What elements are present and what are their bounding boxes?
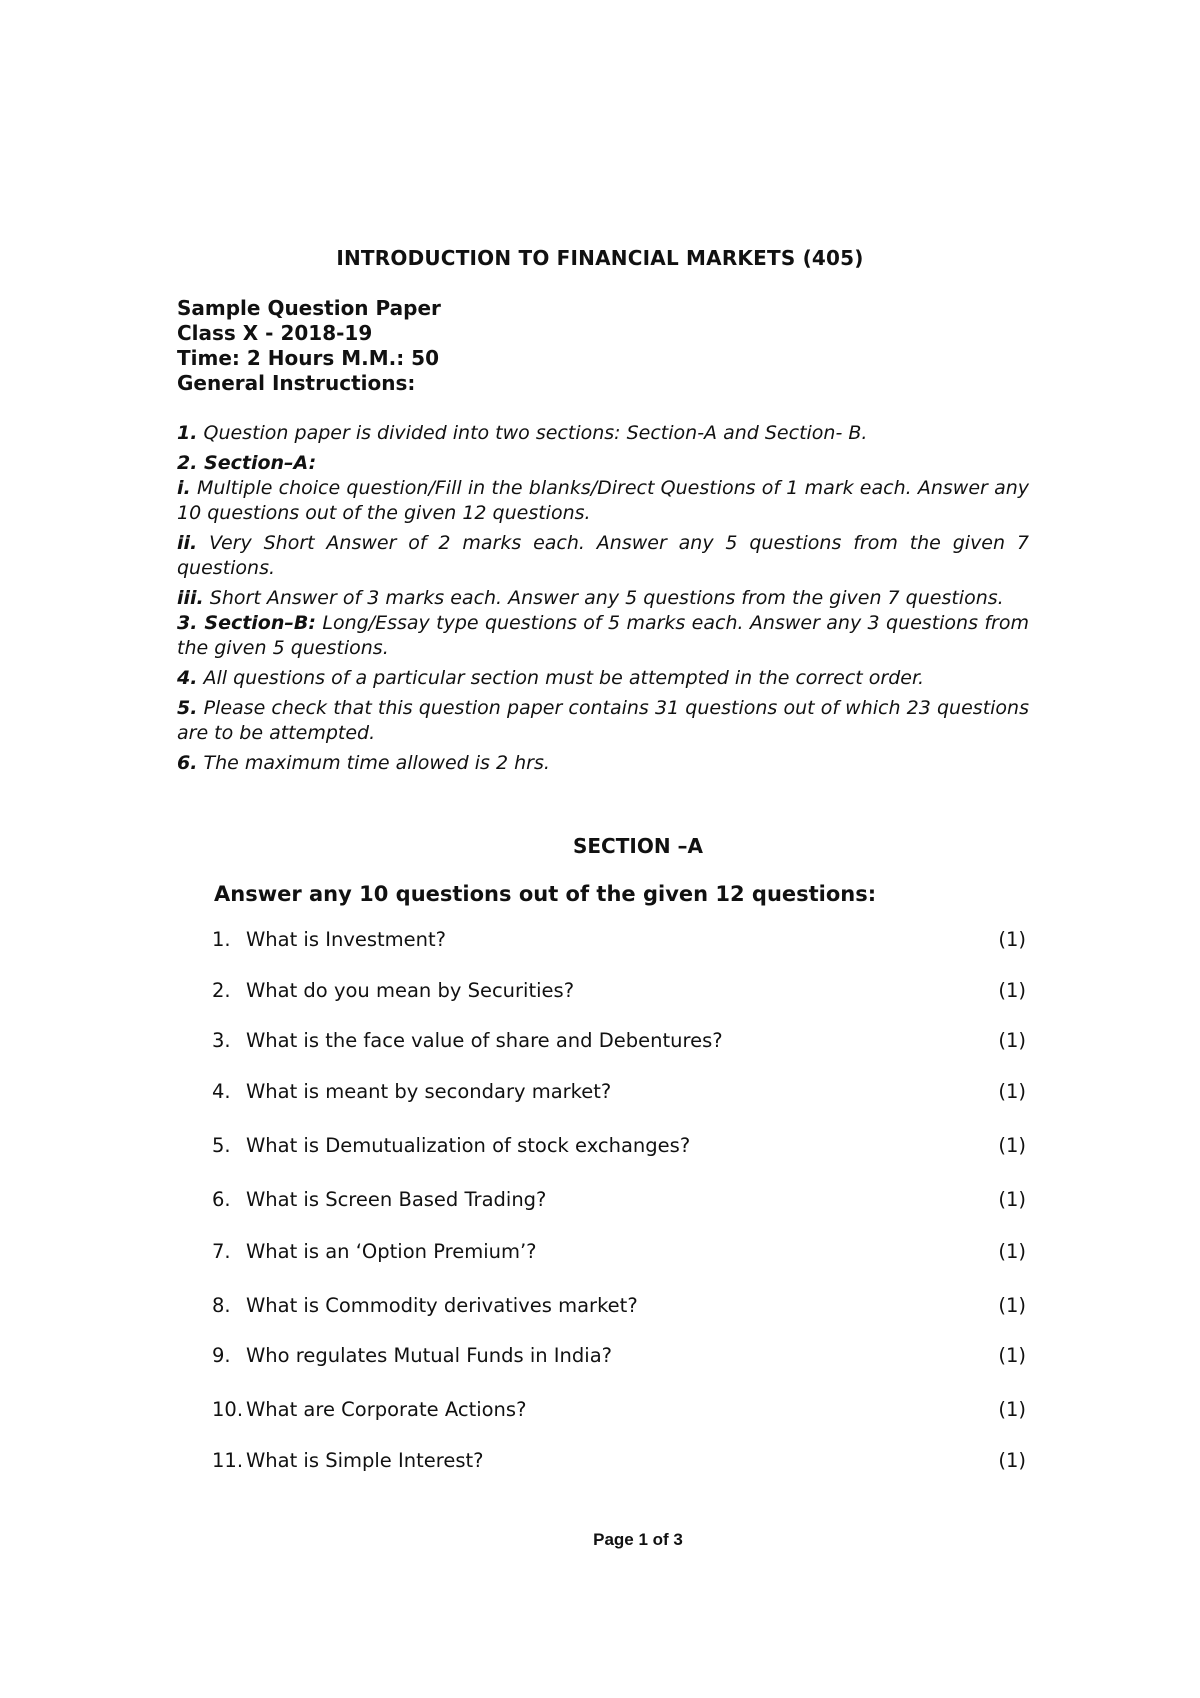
section-a-instruction: Answer any 10 questions out of the given 12 questions: (214, 882, 877, 906)
instruction-item: 6. The maximum time allowed is 2 hrs. (177, 752, 550, 774)
instruction-item: 1. Question paper is divided into two sections: Section-A and Section- B. (177, 422, 868, 444)
question-marks: (1) (998, 1188, 1026, 1211)
question-item: 2. What do you mean by Securities? (1) (212, 979, 1026, 1002)
question-marks: (1) (998, 1398, 1026, 1421)
page-number: Page 1 of 3 (593, 1530, 683, 1549)
question-item: 6. What is Screen Based Trading? (1) (212, 1188, 1026, 1211)
question-item: 1. What is Investment? (1) (212, 928, 1026, 951)
question-marks: (1) (998, 1344, 1026, 1367)
question-marks: (1) (998, 1134, 1026, 1157)
class-year: Class X - 2018-19 (177, 321, 373, 345)
document-title: INTRODUCTION TO FINANCIAL MARKETS (405) (336, 246, 864, 270)
question-marks: (1) (998, 928, 1026, 951)
instruction-item: ii. Very Short Answer of 2 marks each. Answer any 5 questions from the given 7 questions. (177, 532, 1029, 579)
question-item: 11. What is Simple Interest? (1) (212, 1449, 1026, 1472)
question-marks: (1) (998, 1029, 1026, 1052)
time-marks: Time: 2 Hours M.M.: 50 (177, 346, 439, 370)
question-item: 10. What are Corporate Actions? (1) (212, 1398, 1026, 1421)
instructions-list (177, 421, 1029, 781)
question-item: 4. What is meant by secondary market? (1) (212, 1080, 1026, 1103)
section-a-title: SECTION –A (572, 834, 703, 858)
question-marks: (1) (998, 1240, 1026, 1263)
question-item: 7. What is an ‘Option Premium’? (1) (212, 1240, 1026, 1263)
instruction-item: 5. Please check that this question paper contains 31 questions out of which 23 questions are to be attempted. (177, 697, 1029, 744)
instruction-item: i. Multiple choice question/Fill in the blanks/Direct Questions of 1 mark each. Answer any 10 questions out of the given 12 questions. (177, 477, 1029, 524)
question-marks: (1) (998, 1080, 1026, 1103)
question-item: 5. What is Demutualization of stock exchanges? (1) (212, 1134, 1026, 1157)
question-item: 9. Who regulates Mutual Funds in India? (1) (212, 1344, 1026, 1367)
instruction-item: 3. Section–B: Long/Essay type questions of 5 marks each. Answer any 3 questions from the given 5 questions. (177, 612, 1029, 659)
instruction-item: iii. Short Answer of 3 marks each. Answer any 5 questions from the given 7 questions. (177, 587, 1004, 609)
question-marks: (1) (998, 1449, 1026, 1472)
question-marks: (1) (998, 1294, 1026, 1317)
question-item: 8. What is Commodity derivatives market? (1) (212, 1294, 1026, 1317)
instruction-item: 4. All questions of a particular section must be attempted in the correct order. (177, 667, 925, 689)
question-marks: (1) (998, 979, 1026, 1002)
paper-meta (177, 296, 441, 396)
instruction-item: 2. Section–A: (177, 452, 317, 474)
general-instructions-heading: General Instructions: (177, 371, 416, 395)
question-item: 3. What is the face value of share and Debentures? (1) (212, 1029, 1026, 1052)
paper-type: Sample Question Paper (177, 296, 441, 320)
